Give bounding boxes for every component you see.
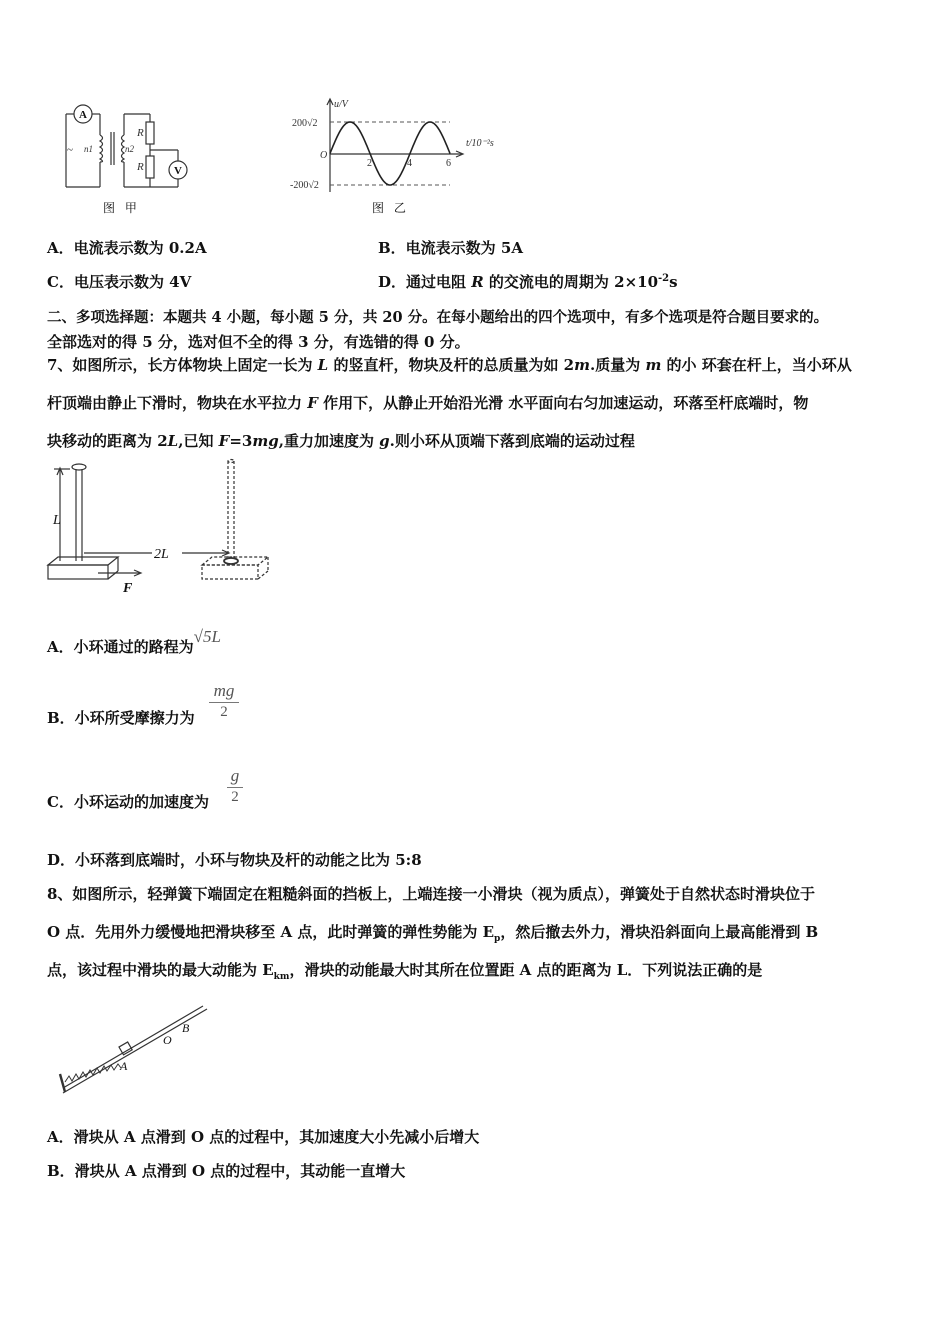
q6-option-c: C．电压表示数为 4V: [47, 273, 192, 291]
q7-option-a-text: A．小环通过的路程为: [47, 638, 194, 656]
x-tick-label: 2: [367, 158, 372, 169]
q7-stem-line3: [47, 430, 635, 451]
q7-var-L: L: [167, 432, 179, 450]
figure-q7-rod-block: [40, 455, 280, 600]
fraction-bar: [227, 787, 243, 788]
q8-stem-line2: [47, 921, 818, 944]
q7-option-a-math: √5L: [193, 627, 221, 646]
q7-text: .质量为: [589, 356, 646, 374]
q8-figure-label-A: A: [120, 1059, 128, 1073]
q6-option-d-prefix: D．通过电阻: [378, 273, 472, 291]
q8-text: ，然后撤去外力，滑块沿斜面向上最高能滑到 B: [500, 923, 819, 941]
q8-option-b: B．滑块从 A 点滑到 O 点的过程中，其动能一直增大: [47, 1162, 406, 1180]
x-tick-label: 4: [407, 158, 412, 169]
n1-label: n1: [84, 144, 93, 154]
q7-var-L: L: [317, 356, 329, 374]
fraction-numerator: g: [230, 766, 240, 785]
q7-stem-line1: [47, 354, 852, 375]
q7-var-F: F: [307, 394, 318, 412]
q7-figure-label-F: F: [123, 581, 133, 596]
q7-text: ,已知: [178, 432, 219, 450]
q8-text: 点，该过程中滑块的最大动能为 E: [47, 961, 274, 979]
q6-option-a: A．电流表示数为 0.2A: [47, 239, 207, 257]
q6-option-d-r: R: [471, 273, 484, 291]
x-axis-label: t/10⁻²s: [466, 138, 494, 149]
resistor-label-top: R: [137, 127, 144, 139]
q7-text: 7、如图所示，长方体物块上固定一长为: [47, 356, 318, 374]
q7-var-m: m: [574, 356, 590, 374]
q8-stem-line3: [47, 959, 762, 982]
section2-line1: 二、多项选择题：本题共 4 小题，每小题 5 分，共 20 分。在每小题给出的四个选项中，有多个选项是符合题目要求的。: [47, 309, 829, 326]
q7-var-mg: mg: [252, 432, 279, 450]
q7-text: 的竖直杆，物块及杆的总质量为如 2: [328, 356, 575, 374]
q7-var-g: g: [379, 432, 390, 450]
q6-option-b: B．电流表示数为 5A: [378, 239, 523, 257]
svg-text:~: ~: [67, 144, 73, 156]
q6-option-d: [378, 271, 678, 292]
figure-q8-incline-spring: [55, 1002, 215, 1097]
figure-yi-caption: 图 乙: [372, 201, 409, 215]
q8-figure-label-B: B: [182, 1021, 190, 1035]
q7-var-m: m: [645, 356, 662, 374]
q7-option-a: [47, 627, 221, 657]
y-min-label: -200√2: [290, 180, 319, 191]
q7-figure-label-L: L: [53, 513, 61, 528]
figure-jia-caption: 图 甲: [103, 201, 140, 215]
q7-option-c-text: C．小环运动的加速度为: [47, 793, 209, 811]
q7-text: 杆顶端由静止下滑时，物块在水平拉力: [47, 394, 308, 412]
y-axis-label: u/V: [334, 99, 348, 110]
q8-sub-p: p: [494, 934, 501, 944]
q6-option-d-suffix: s: [669, 273, 678, 291]
q6-option-d-middle: 的交流电的周期为 2×10: [483, 273, 659, 291]
q7-text: 作用下，从静止开始沿光滑 水平面向右匀加速运动，环落至杆底端时，物: [317, 394, 809, 412]
fraction-denominator: 2: [220, 704, 228, 720]
q7-text: 的小 环套在杆上，当小环从: [661, 356, 852, 374]
q7-stem-line2: [47, 392, 808, 413]
resistor-label-bottom: R: [137, 161, 144, 173]
origin-label: O: [320, 150, 328, 161]
voltmeter-label: V: [174, 165, 182, 177]
fraction-numerator: mg: [213, 681, 235, 700]
q8-figure-label-O: O: [163, 1033, 172, 1047]
ammeter-label: A: [79, 109, 87, 121]
q7-option-b-fraction: [209, 681, 239, 721]
q8-sub-km: km: [273, 972, 290, 982]
q7-option-b-text: B．小环所受摩擦力为: [47, 709, 195, 727]
x-tick-label: 6: [446, 158, 451, 169]
figure-yi-sine-chart: [290, 96, 510, 196]
q7-text: .则小环从顶端下落到底端的运动过程: [389, 432, 635, 450]
fraction-denominator: 2: [231, 789, 239, 805]
y-max-label: 200√2: [292, 118, 318, 129]
q8-text: O 点．先用外力缓慢地把滑块移至 A 点，此时弹簧的弹性势能为 E: [47, 923, 495, 941]
q7-text: =3: [229, 432, 253, 450]
q7-text: 块移动的距离为 2: [47, 432, 168, 450]
q8-text: ，滑块的动能最大时其所在位置距 A 点的距离为 L．下列说法正确的是: [289, 961, 763, 979]
q7-option-d: D．小环落到底端时，小环与物块及杆的动能之比为 5:8: [47, 851, 422, 869]
q7-var-F: F: [218, 432, 230, 450]
q8-stem-line1: 8、如图所示，轻弹簧下端固定在粗糙斜面的挡板上，上端连接一小滑块（视为质点），弹簧处于自然状态时滑块位于: [47, 885, 815, 903]
n2-label: n2: [125, 144, 134, 154]
section2-line2: 全部选对的得 5 分，选对但不全的得 3 分，有选错的得 0 分。: [47, 333, 470, 351]
fraction-bar: [209, 702, 239, 703]
q6-option-d-exp: -2: [658, 273, 670, 284]
q7-text: ,重力加速度为: [278, 432, 380, 450]
q7-figure-label-2L: 2L: [154, 547, 169, 562]
q7-option-c-fraction: [227, 766, 243, 806]
q8-option-a: A．滑块从 A 点滑到 O 点的过程中，其加速度大小先减小后增大: [47, 1128, 480, 1146]
